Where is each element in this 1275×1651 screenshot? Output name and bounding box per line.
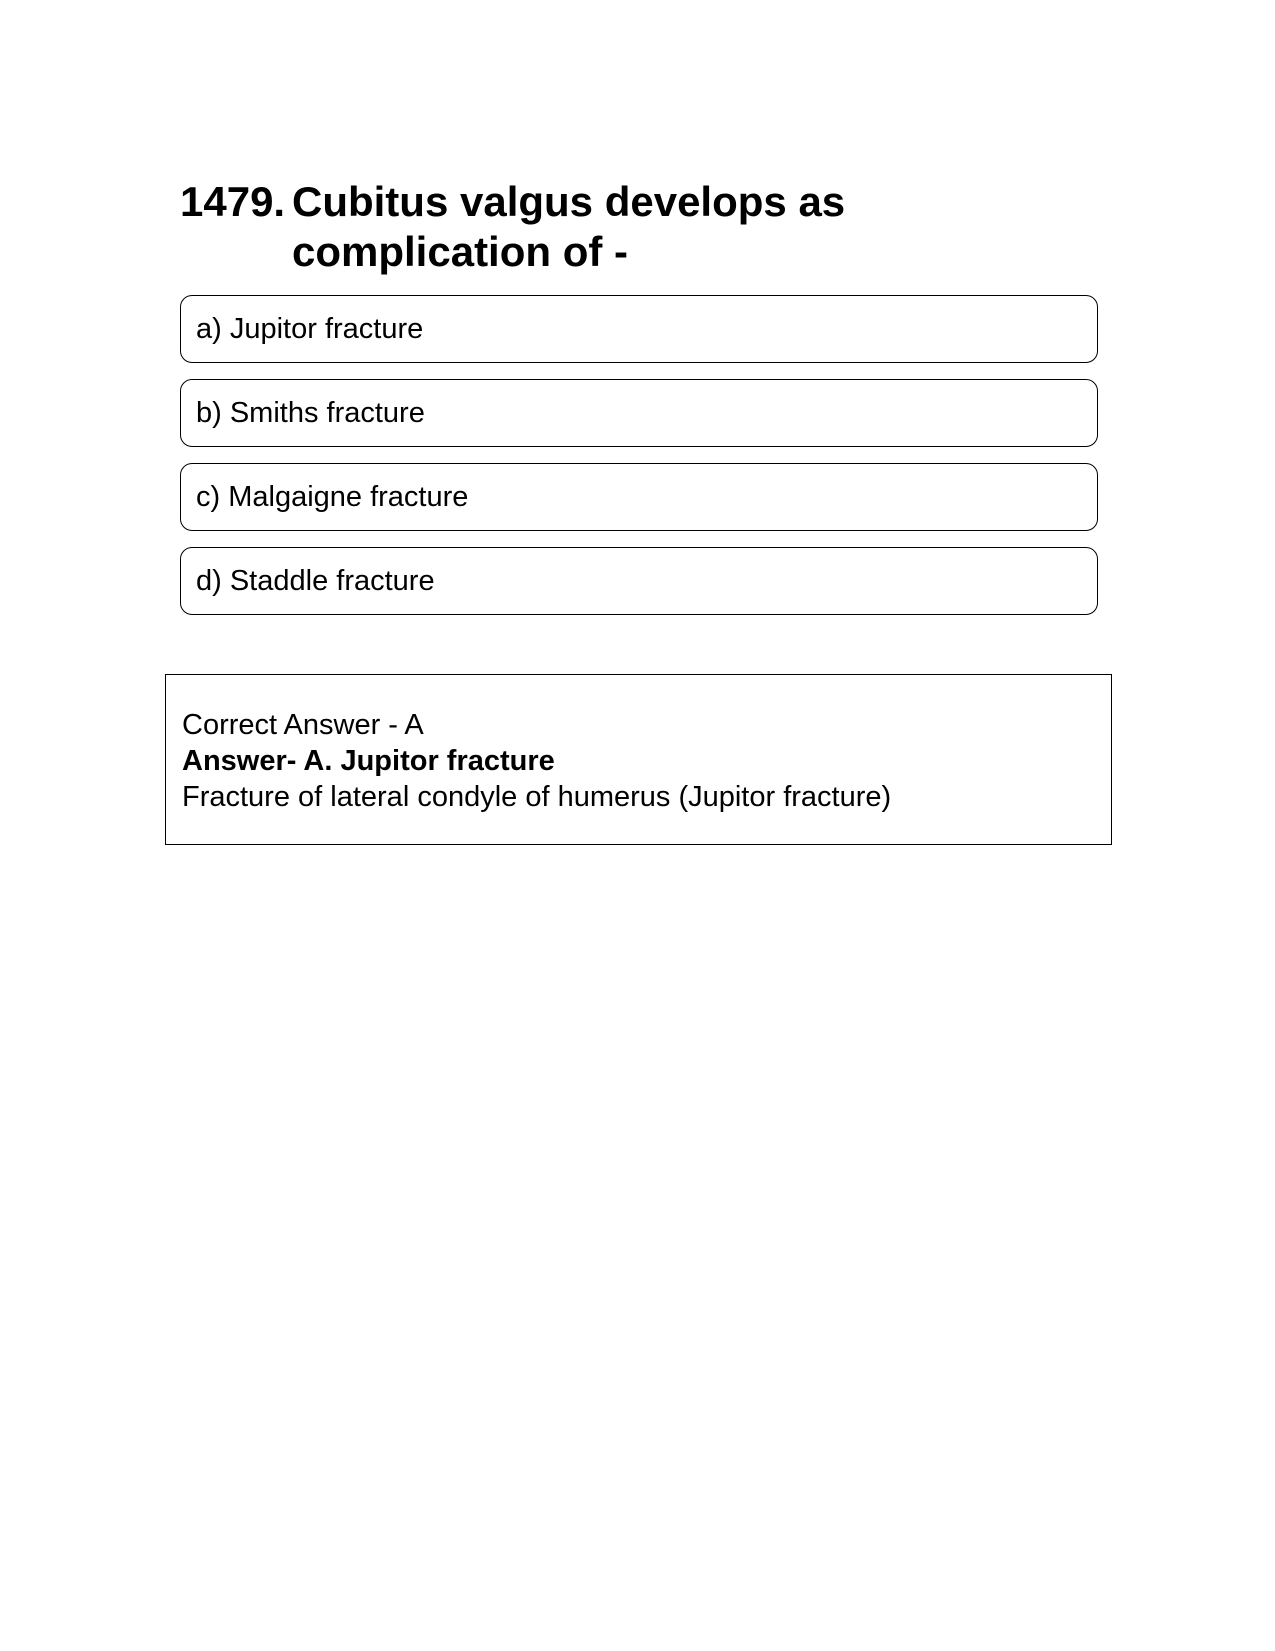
answer-box [165,674,1112,845]
option-b[interactable] [180,379,1098,447]
correct-answer-line: Correct Answer - A [182,709,424,741]
option-d[interactable] [180,547,1098,615]
question-text: Cubitus valgus develops as complication of - [292,178,846,275]
option-c[interactable] [180,463,1098,531]
option-c-label: c) Malgaigne fracture [196,480,469,513]
answer-explanation: Fracture of lateral condyle of humerus (Jupitor fracture) [182,781,892,813]
option-a-label: a) Jupitor fracture [196,312,424,345]
option-a[interactable] [180,295,1098,363]
options-list [180,295,1098,631]
question-heading [180,177,1100,277]
option-d-label: d) Staddle fracture [196,564,435,597]
question-number: 1479. [180,178,286,225]
answer-line: Answer- A. Jupitor fracture [182,745,555,777]
option-b-label: b) Smiths fracture [196,396,425,429]
